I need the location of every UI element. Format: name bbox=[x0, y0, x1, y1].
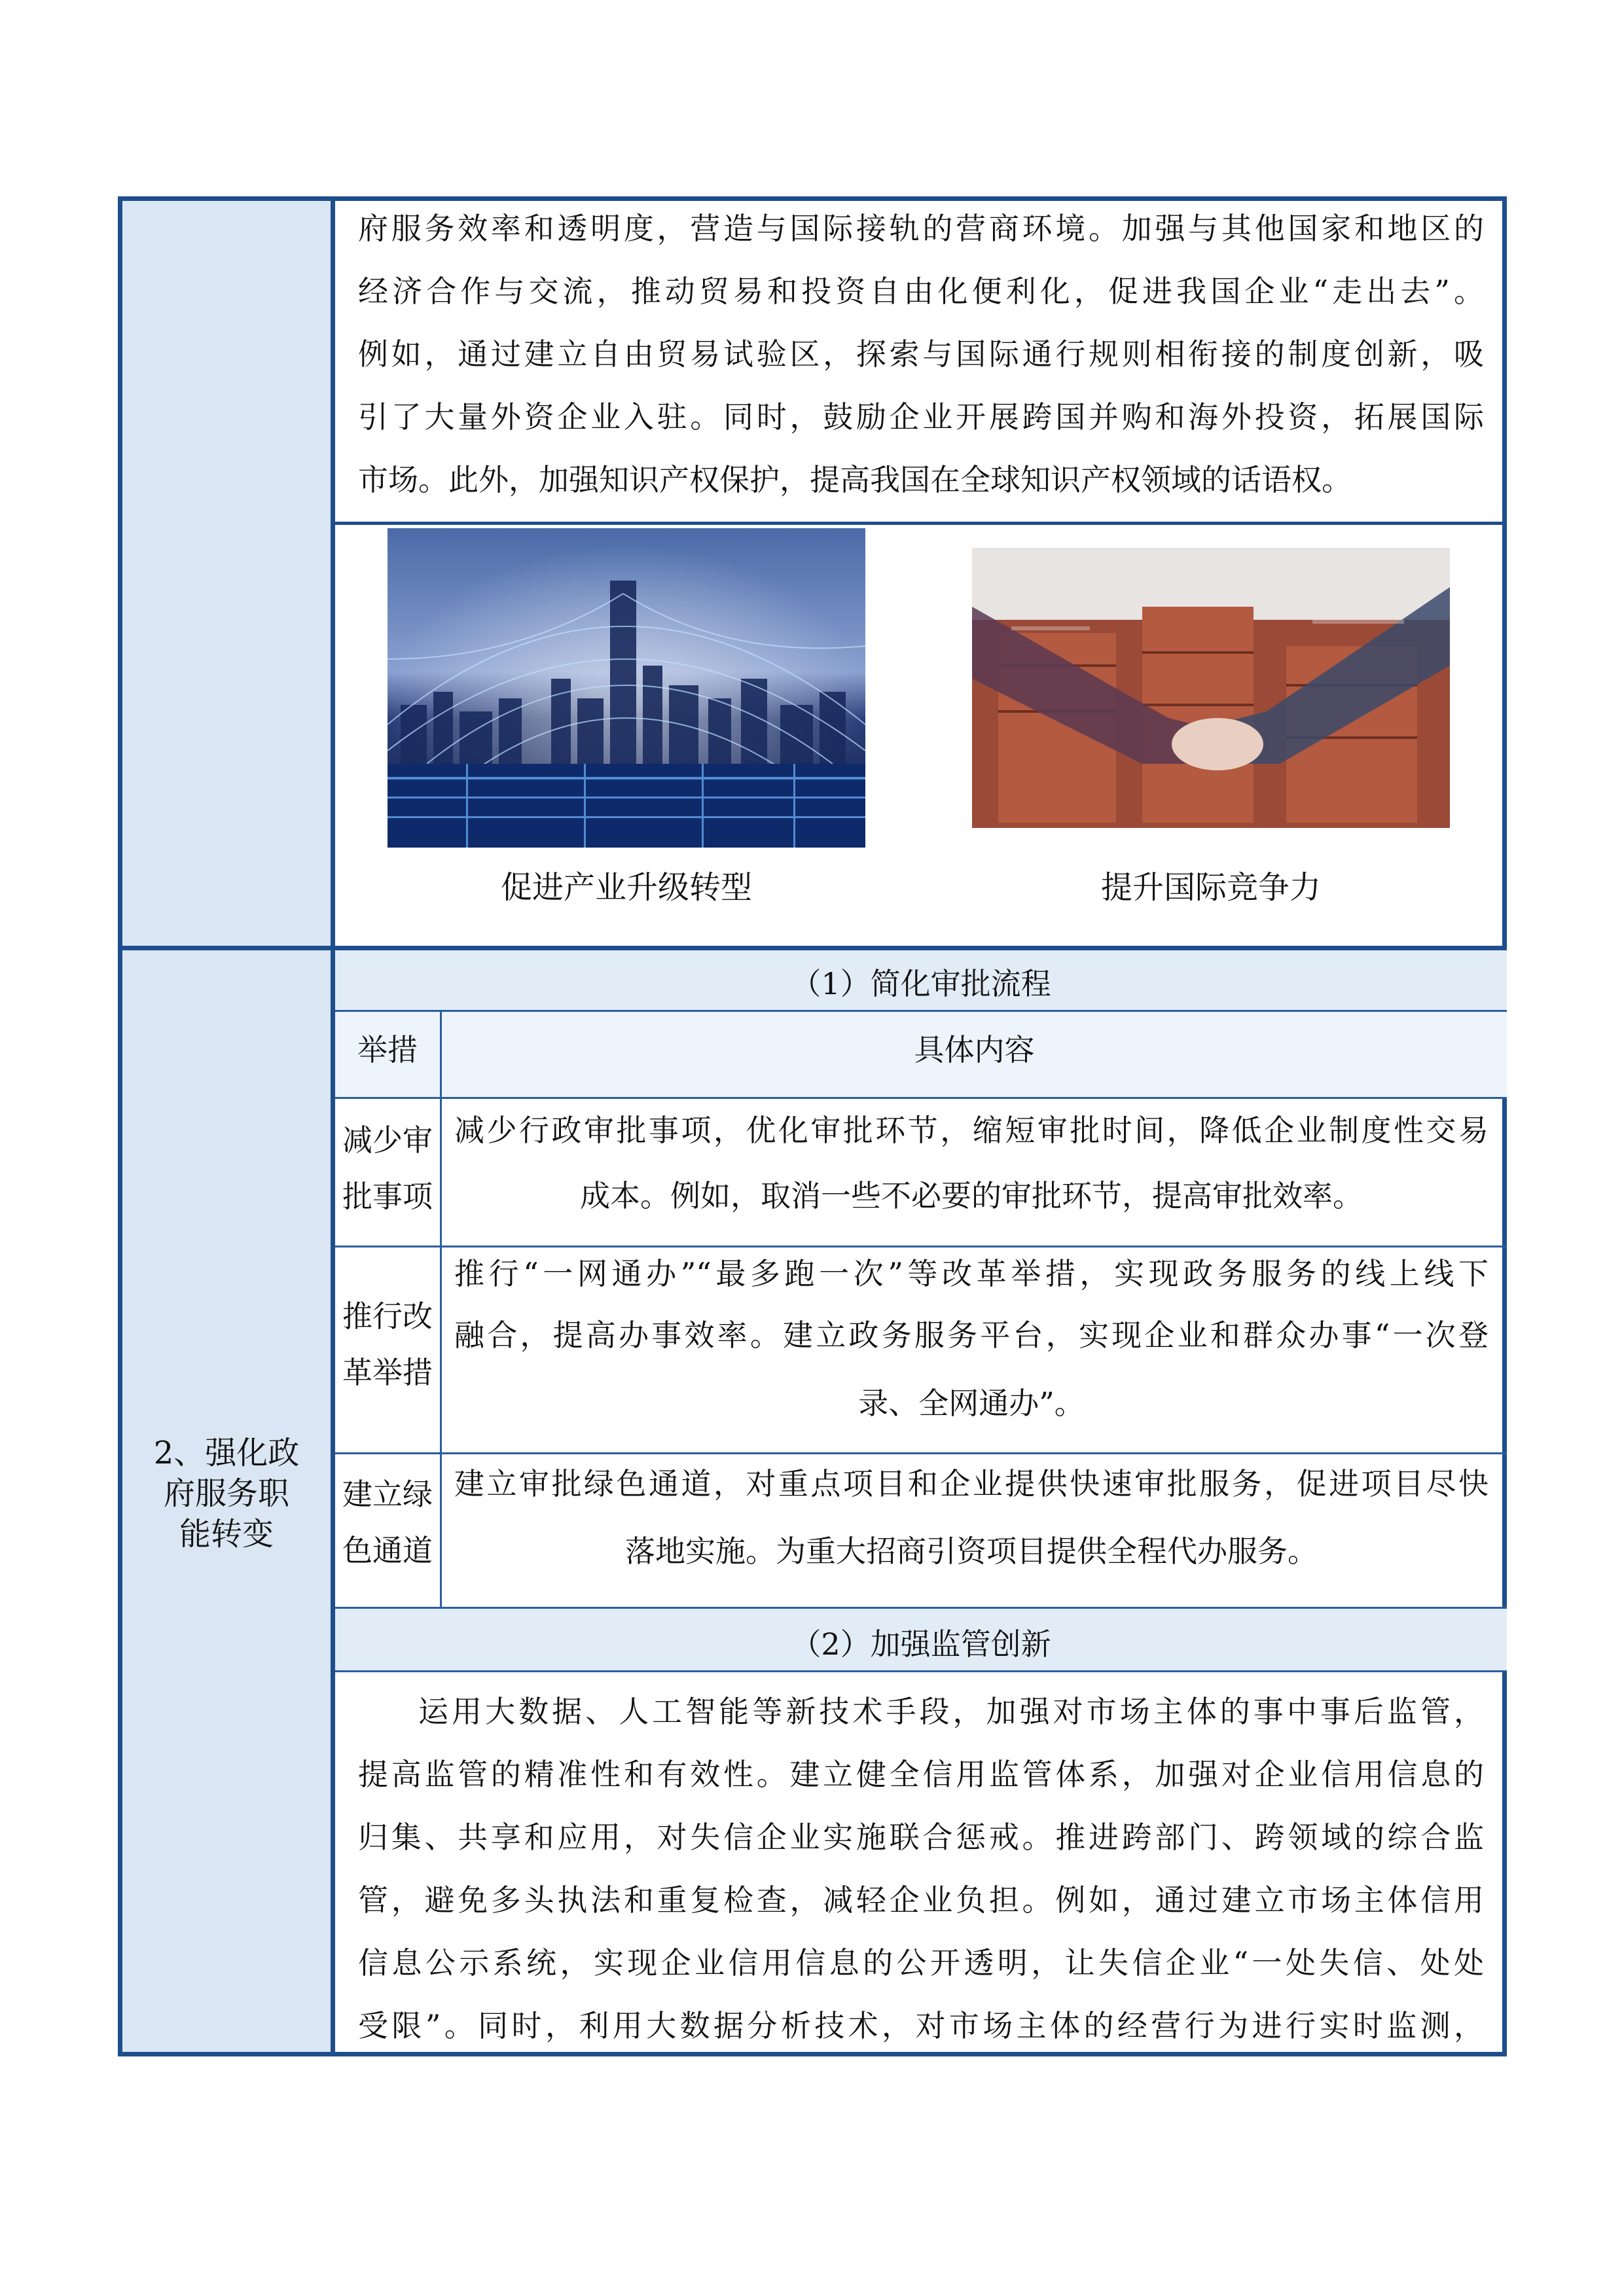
section-label-line: 2、强化政 bbox=[153, 1435, 300, 1471]
supervision-line: 受限”。同时，利用大数据分析技术，对市场主体的经营行为进行实时监测， bbox=[358, 2008, 1484, 2043]
content-line: 减少行政审批事项，优化审批环节，缩短审批时间，降低企业制度性交易 bbox=[454, 1113, 1489, 1148]
table-row bbox=[335, 1247, 1507, 1452]
intro-line: 经济合作与交流，推动贸易和投资自由化便利化，促进我国企业“走出去”。 bbox=[358, 274, 1484, 309]
column-header-content: 具体内容 bbox=[914, 1032, 1035, 1067]
handshake-photo bbox=[972, 548, 1450, 828]
supervision-line: 信息公示系统，实现企业信用信息的公开透明，让失信企业“一处失信、处处 bbox=[358, 1945, 1484, 1981]
content-line: 落地实施。为重大招商引资项目提供全程代办服务。 bbox=[625, 1534, 1318, 1569]
subheading-1 bbox=[335, 950, 1507, 1010]
content-table bbox=[118, 196, 1507, 2056]
intro-line: 例如，通过建立自由贸易试验区，探索与国际通行规则相衔接的制度创新，吸 bbox=[358, 336, 1484, 372]
measure-line: 批事项 bbox=[342, 1179, 433, 1214]
left-column-cell-1 bbox=[122, 201, 331, 949]
table-row bbox=[335, 1099, 1507, 1246]
section-label-line: 府服务职 bbox=[163, 1475, 289, 1512]
content-line: 推行“一网通办”“最多跑一次”等改革举措，实现政务服务的线上线下 bbox=[454, 1256, 1489, 1291]
subheading-title: （1）简化审批流程 bbox=[791, 966, 1051, 1001]
image-caption: 促进产业升级转型 bbox=[500, 869, 752, 906]
image-caption: 提升国际竞争力 bbox=[1100, 869, 1321, 906]
smart-city-photo bbox=[388, 528, 865, 848]
content-line: 成本。例如，取消一些不必要的审批环节，提高审批效率。 bbox=[580, 1178, 1363, 1213]
supervision-line: 管，避免多头执法和重复检查，减轻企业负担。例如，通过建立市场主体信用 bbox=[358, 1882, 1484, 1918]
intro-line: 引了大量外资企业入驻。同时，鼓励企业开展跨国并购和海外投资，拓展国际 bbox=[358, 399, 1484, 435]
intro-line: 市场。此外，加强知识产权保护，提高我国在全球知识产权领域的话语权。 bbox=[358, 462, 1352, 497]
column-divider bbox=[331, 201, 335, 2052]
content-line: 录、全网通办”。 bbox=[858, 1386, 1085, 1421]
content-line: 建立审批绿色通道，对重点项目和企业提供快速审批服务，促进项目尽快 bbox=[454, 1466, 1489, 1501]
column-header-measure: 举措 bbox=[357, 1032, 418, 1067]
row-divider bbox=[331, 522, 1507, 525]
measure-line: 建立绿 bbox=[342, 1477, 433, 1512]
measure-line: 推行改 bbox=[342, 1299, 433, 1334]
subheading-title: （2）加强监管创新 bbox=[791, 1626, 1051, 1662]
supervision-line: 提高监管的精准性和有效性。建立健全信用监管体系，加强对企业信用信息的 bbox=[358, 1757, 1484, 1792]
intro-line: 府服务效率和透明度，营造与国际接轨的营商环境。加强与其他国家和地区的 bbox=[358, 211, 1484, 246]
measure-line: 色通道 bbox=[342, 1533, 433, 1568]
table-row bbox=[335, 1454, 1507, 1607]
row-divider bbox=[122, 946, 1507, 950]
subheading-2 bbox=[335, 1609, 1507, 1670]
content-line: 融合，提高办事效率。建立政务服务平台，实现企业和群众办事“一次登 bbox=[454, 1318, 1489, 1353]
supervision-line: 归集、共享和应用，对失信企业实施联合惩戒。推进跨部门、跨领域的综合监 bbox=[358, 1820, 1484, 1855]
row-divider bbox=[335, 1670, 1507, 1672]
section-label-line: 能转变 bbox=[179, 1516, 274, 1552]
smart-city-photo-graphic bbox=[388, 528, 865, 848]
measure-line: 减少审 bbox=[342, 1122, 433, 1158]
supervision-line: 运用大数据、人工智能等新技术手段，加强对市场主体的事中事后监管， bbox=[418, 1694, 1484, 1729]
table-header bbox=[335, 1012, 1507, 1097]
handshake-photo-graphic bbox=[972, 548, 1450, 828]
measure-line: 革举措 bbox=[342, 1355, 433, 1390]
